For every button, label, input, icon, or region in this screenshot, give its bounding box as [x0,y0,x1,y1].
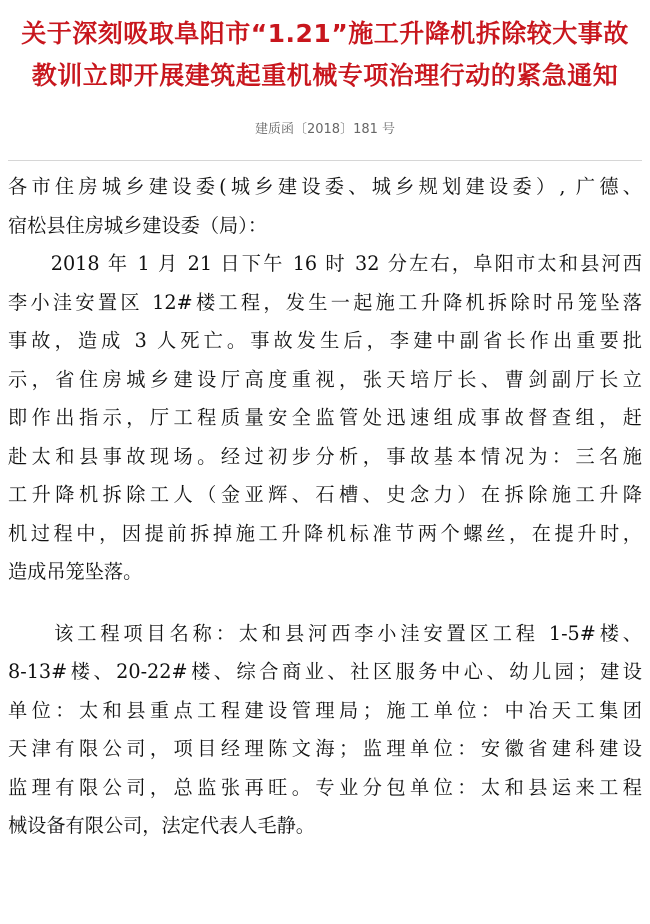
text-line: 各市住房城乡建设委(城乡建设委、城乡规划建设委）, 广德、 [8,175,642,198]
notice-title-line-1: 关于深刻吸取阜阳市“1.21”施工升降机拆除较大事故 [21,19,629,48]
document-number: 建质函〔2018〕181 号 [254,122,396,137]
text-line: 8-13#楼、20-22#楼、综合商业、社区服务中心、幼儿园；建设 [8,660,642,683]
text-line: 示，省住房城乡建设厅高度重视，张天培厅长、曹剑副厅长立 [8,367,642,391]
paragraph-gap [8,592,642,615]
paragraph-accident-summary [8,245,642,592]
paragraph-project-info [8,615,642,846]
notice-body [8,168,642,846]
text-line: 单位：太和县重点工程建设管理局；施工单位：中冶天工集团 [8,698,642,722]
text-line: 械设备有限公司，法定代表人毛静。 [8,814,315,837]
text-line: 事故，造成 3 人死亡。事故发生后，李建中副省长作出重要批 [8,329,642,352]
text-line: 造成吊笼坠落。 [8,560,143,583]
notice-title-line-2: 教训立即开展建筑起重机械专项治理行动的紧急通知 [31,61,619,90]
text-line: 该工程项目名称：太和县河西李小洼安置区工程 1-5#楼、 [8,621,642,645]
paragraph-addressees [8,168,642,245]
header-divider [8,160,642,161]
text-line: 赴太和县事故现场。经过初步分析，事故基本情况为：三名施 [8,444,642,468]
text-line: 2018 年 1 月 21 日下午 16 时 32 分左右，阜阳市太和县河西 [8,252,642,275]
text-line: 李小洼安置区 12#楼工程，发生一起施工升降机拆除时吊笼坠落 [8,290,642,314]
text-line: 机过程中，因提前拆掉施工升降机标准节两个螺丝，在提升时， [8,521,642,545]
text-line: 宿松县住房城乡建设委（局）： [8,213,268,237]
text-line: 监理有限公司，总监张再旺。专业分包单位：太和县运来工程 [8,775,642,799]
text-line: 天津有限公司，项目经理陈文海；监理单位：安徽省建科建设 [8,737,642,760]
text-line: 工升降机拆除工人（金亚辉、石槽、史念力）在拆除施工升降 [8,483,642,506]
text-line: 即作出指示，厅工程质量安全监管处迅速组成事故督查组，赶 [8,406,642,429]
